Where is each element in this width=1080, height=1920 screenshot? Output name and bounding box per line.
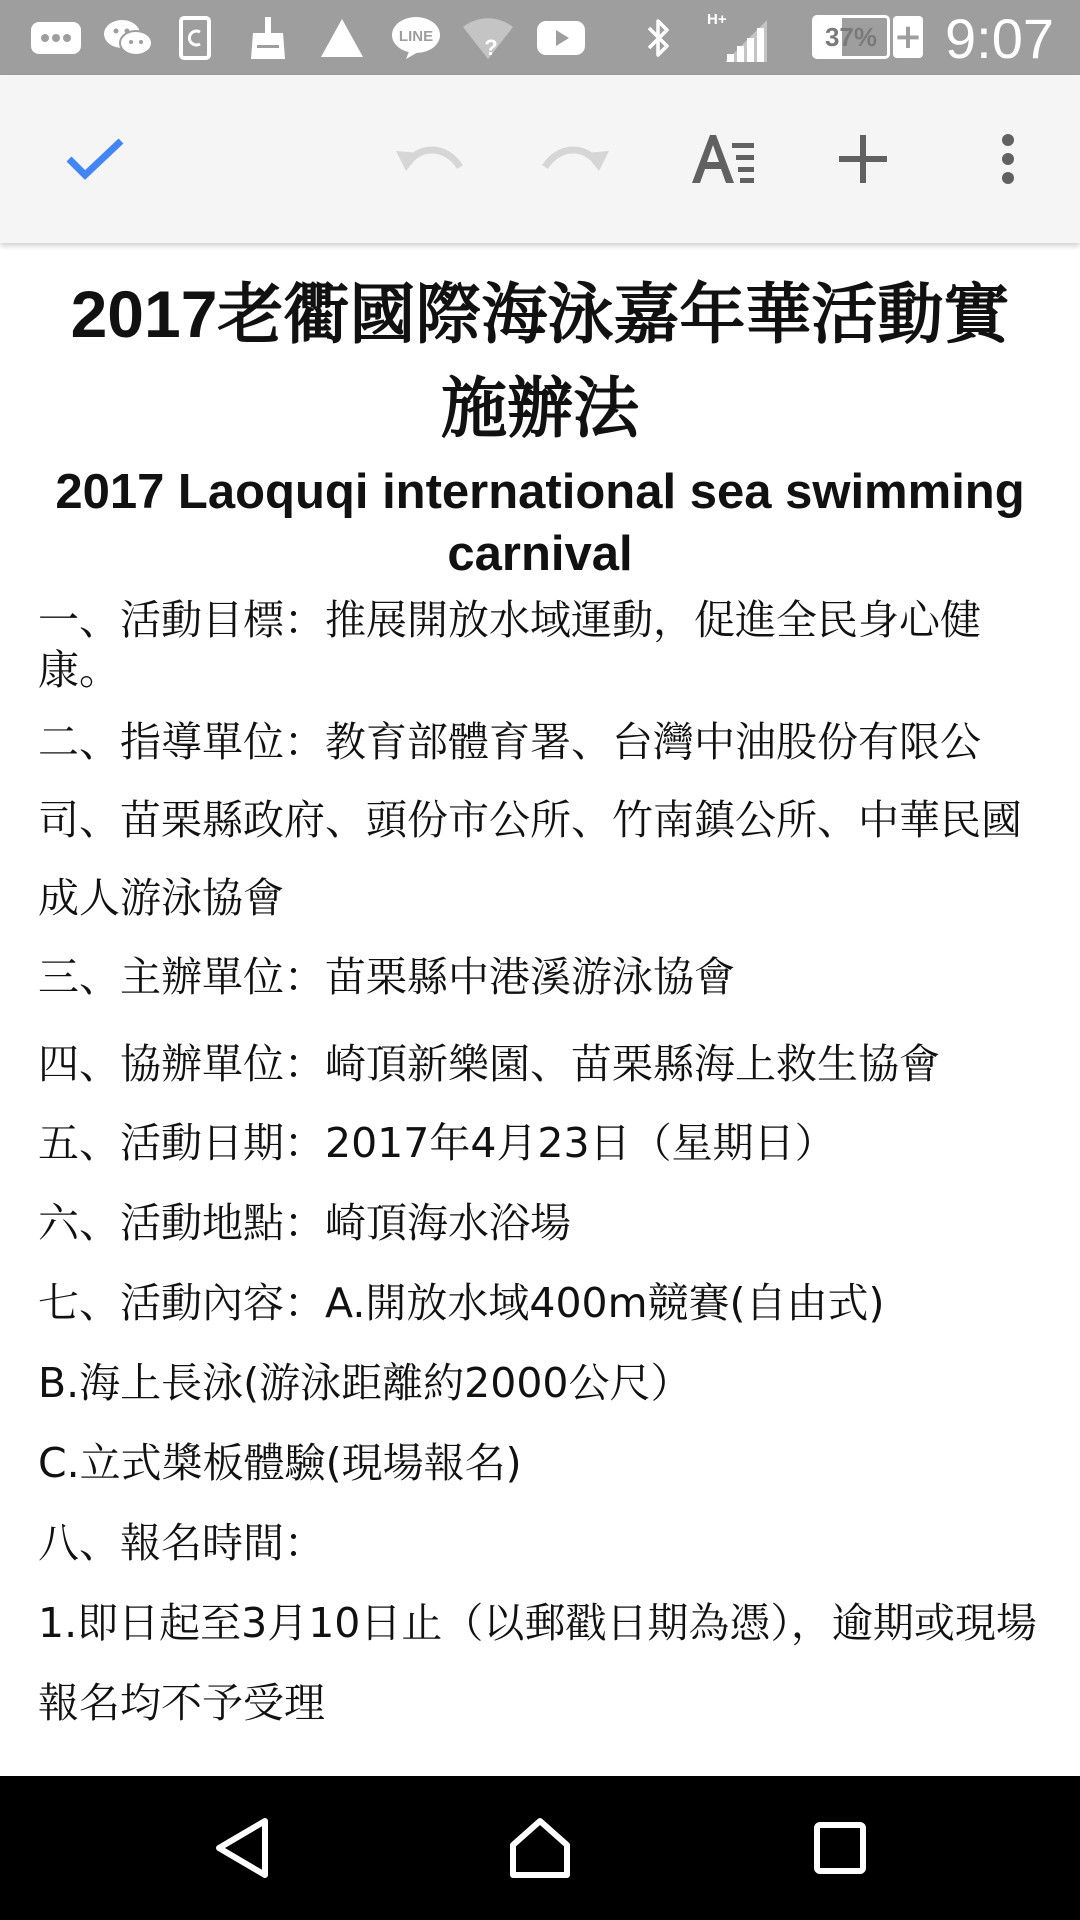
paragraph-co-organizer: 四、協辦單位：崎頂新樂園、苗栗縣海上救生協會 [38, 1040, 940, 1088]
cleaner-icon [240, 0, 296, 75]
recents-button[interactable] [770, 1776, 910, 1920]
document-subtitle: 2017 Laoquqi international sea swimming carnival [55, 465, 1025, 581]
editor-toolbar [0, 75, 1080, 243]
recents-icon [813, 1821, 867, 1875]
navigation-bar [0, 1776, 1080, 1920]
document-title: 2017老衢國際海泳嘉年華活動實施辦法 [70, 277, 1010, 445]
undo-icon [394, 137, 466, 181]
home-icon [508, 1817, 572, 1879]
undo-button[interactable] [385, 75, 475, 243]
status-time: 9:07 [945, 7, 1054, 70]
paragraph-guidance: 二、指導單位：教育部體育署、台灣中油股份有限公司、苗栗縣政府、頭份市公所、竹南鎮公所、中華民國成人游泳協會 [38, 718, 1022, 922]
back-icon [213, 1817, 271, 1879]
wifi-unknown-icon [460, 0, 516, 75]
app-icon [172, 0, 218, 75]
redo-button[interactable] [530, 75, 620, 243]
paragraph-date: 五、活動日期：2017年4月23日（星期日） [38, 1119, 836, 1167]
more-icon [28, 0, 84, 75]
insert-button[interactable] [818, 75, 908, 243]
overflow-menu-button[interactable] [966, 75, 1050, 243]
paragraph-registration-1: 1.即日起至3月10日止（以郵戳日期為憑），逾期或現場報名均不予受理 [38, 1599, 1037, 1727]
add-icon [837, 133, 889, 185]
battery-icon [812, 15, 890, 59]
more-vert-icon [1000, 133, 1016, 185]
signal-icon [704, 0, 772, 75]
paragraph-content: 七、活動內容：A.開放水域400m競賽(自由式) [38, 1279, 885, 1327]
paragraph-organizer: 三、主辦單位：苗栗縣中港溪游泳協會 [38, 953, 735, 1001]
svg-text:LINE: LINE [398, 27, 434, 45]
paragraph-registration: 八、報名時間： [38, 1519, 325, 1567]
redo-icon [539, 137, 611, 181]
home-button[interactable] [470, 1776, 610, 1920]
paragraph-goal: 一、活動目標：推展開放水域運動，促進全民身心健康。 [38, 596, 981, 694]
warning-icon [316, 0, 368, 75]
check-icon [65, 135, 125, 183]
back-button[interactable] [172, 1776, 312, 1920]
status-bar [0, 0, 1080, 75]
paragraph-content-c: C.立式槳板體驗(現場報名) [38, 1439, 522, 1487]
wechat-icon [100, 0, 156, 75]
youtube-icon [534, 0, 588, 75]
battery-percent: 37% [824, 21, 878, 52]
svg-text:?: ? [484, 34, 498, 60]
text-format-button[interactable] [678, 75, 768, 243]
paragraph-content-b: B.海上長泳(游泳距離約2000公尺） [38, 1359, 692, 1407]
done-button[interactable] [50, 75, 140, 243]
charging-icon: + [893, 17, 923, 57]
line-icon [388, 0, 444, 75]
svg-text:H+: H+ [707, 10, 727, 28]
text-format-icon [688, 131, 758, 187]
bluetooth-icon [638, 0, 678, 75]
document-body[interactable] [0, 243, 1080, 1776]
paragraph-location: 六、活動地點：崎頂海水浴場 [38, 1199, 571, 1247]
